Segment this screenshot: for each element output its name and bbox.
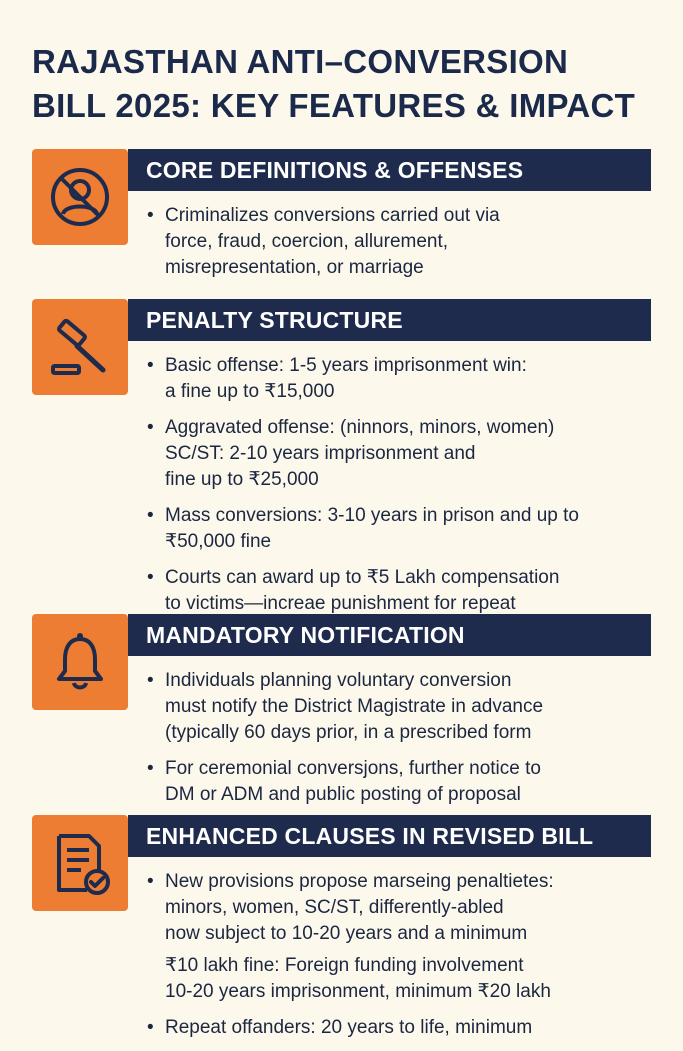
bullet-item xyxy=(145,203,655,281)
section-header: MANDATORY NOTIFICATION xyxy=(128,614,651,656)
bullet-line: • Basic offense: 1-5 years imprisonment win: xyxy=(165,355,527,376)
title-line-1: RAJASTHAN ANTI–CONVERSION xyxy=(32,43,569,80)
bullet-item xyxy=(145,756,655,808)
bullet-line: ₹10 lakh fine: Foreign funding involvement xyxy=(165,955,524,976)
section-icon-box xyxy=(32,299,128,395)
title-line-2: BILL 2025: KEY FEATURES & IMPACT xyxy=(32,87,636,124)
bullet-line: fine up to ₹25,000 xyxy=(165,469,319,490)
section-icon-box xyxy=(32,614,128,710)
bullet-line: (typically 60 days prior, in a prescribed form xyxy=(165,722,532,743)
bullet-item xyxy=(145,503,655,555)
bullet-item xyxy=(145,353,655,405)
bullet-item xyxy=(145,415,655,493)
bullet-list xyxy=(145,203,655,291)
bullet-list xyxy=(145,353,655,627)
document-check-icon xyxy=(45,828,115,898)
section-header: ENHANCED CLAUSES IN REVISED BILL xyxy=(128,815,651,857)
bullet-line: • Aggravated offense: (ninnors, minors, women) xyxy=(165,417,555,438)
bullet-list xyxy=(145,668,655,818)
bullet-item xyxy=(145,668,655,746)
bullet-item xyxy=(145,1015,655,1041)
bullet-line: • Mass conversions: 3-10 years in prison and up to xyxy=(165,505,579,526)
bullet-line: • Courts can award up to ₹5 Lakh compensation xyxy=(165,567,560,588)
bullet-line: to victims—increae punishment for repeat xyxy=(165,593,516,614)
bullet-line: force, fraud, coercion, allurement, xyxy=(165,231,449,252)
bullet-line: DM or ADM and public posting of proposal xyxy=(165,784,521,805)
section-icon-box xyxy=(32,815,128,911)
bullet-line: 10-20 years imprisonment, minimum ₹20 lakh xyxy=(165,981,551,1002)
bell-icon xyxy=(45,627,115,697)
bullet-line: misrepresentation, or marriage xyxy=(165,257,424,278)
bullet-line: • Criminalizes conversions carried out via xyxy=(165,205,500,226)
bullet-line: must notify the District Magistrate in advance xyxy=(165,696,544,717)
page-title xyxy=(32,40,662,128)
gavel-icon xyxy=(45,312,115,382)
bullet-line: a fine up to ₹15,000 xyxy=(165,381,335,402)
prohibited-person-icon xyxy=(45,162,115,232)
bullet-line: minors, women, SC/ST, differently-abled xyxy=(165,897,504,918)
section-header: PENALTY STRUCTURE xyxy=(128,299,651,341)
bullet-line: • For ceremonial conversjons, further notice to xyxy=(165,758,541,779)
section-header: CORE DEFINITIONS & OFFENSES xyxy=(128,149,651,191)
bullet-line: • Individuals planning voluntary conversion xyxy=(165,670,512,691)
bullet-line: SC/ST: 2-10 years imprisonment and xyxy=(165,443,476,464)
bullet-line: ₹50,000 fine xyxy=(165,531,272,552)
bullet-line: • New provisions propose marseing penaltietes: xyxy=(165,871,554,892)
bullet-line: now subject to 10-20 years and a minimum xyxy=(165,923,528,944)
bullet-item xyxy=(145,869,655,1005)
bullet-item xyxy=(145,565,655,617)
bullet-line: • Repeat offanders: 20 years to life, minimum xyxy=(165,1017,533,1038)
section-icon-box xyxy=(32,149,128,245)
